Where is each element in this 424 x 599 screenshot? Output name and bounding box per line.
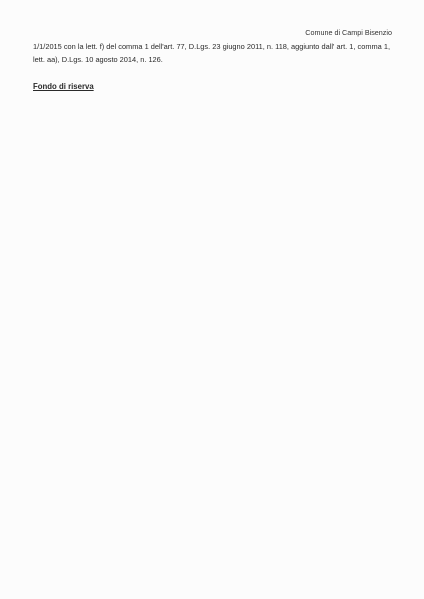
section-title: Fondo di riserva bbox=[33, 82, 94, 91]
header-entity: Comune di Campi Bisenzio bbox=[305, 28, 392, 37]
intro-paragraph: 1/1/2015 con la lett. f) del comma 1 dell'art. 77, D.Lgs. 23 giugno 2011, n. 118, aggiunto dall' art. 1, comma 1, lett. aa), D.Lgs. 10 agosto 2014, n. 126. bbox=[33, 42, 390, 64]
